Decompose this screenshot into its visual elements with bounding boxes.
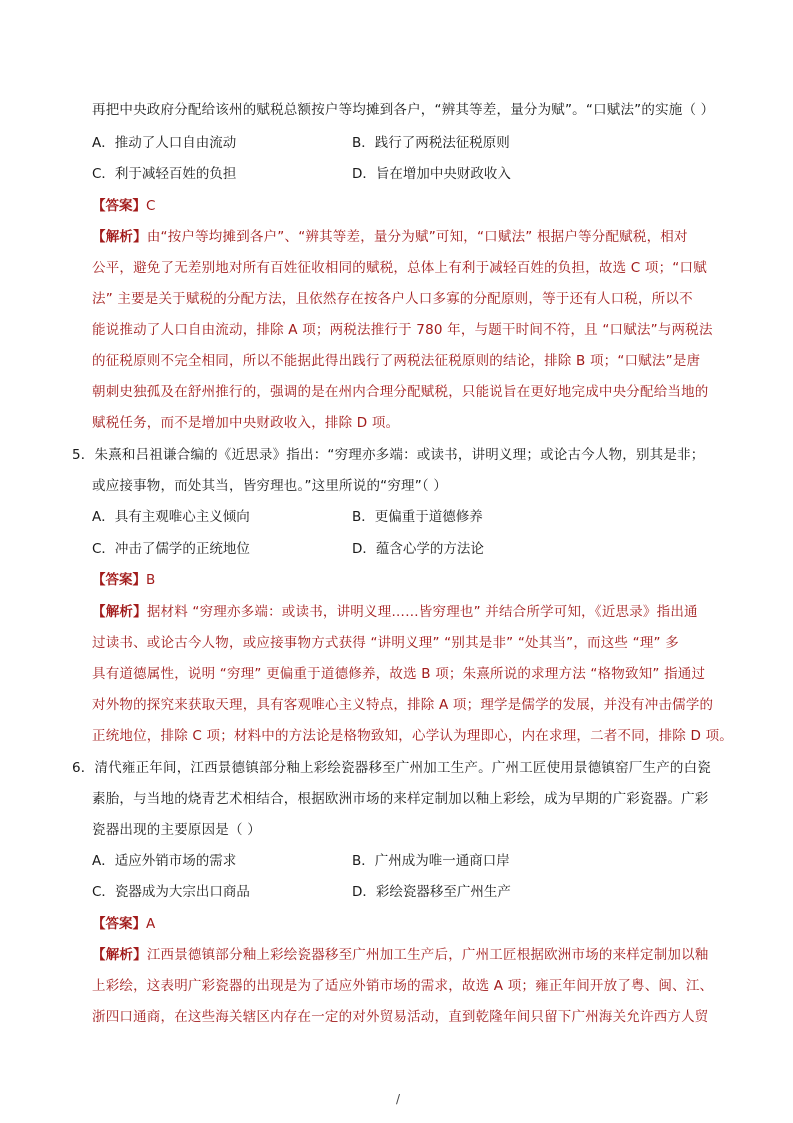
q5-answer bbox=[92, 571, 155, 589]
q5-analysis-line bbox=[92, 603, 698, 621]
answer-letter: B bbox=[146, 572, 156, 588]
q4-analysis-line bbox=[92, 228, 688, 246]
q4-stem: 再把中央政府分配给该州的赋税总额按户等均摊到各户，“辨其等差，量分为赋”。“口赋法”的实施（ ） bbox=[92, 102, 715, 118]
q4-analysis-line: 公平，避免了无差别地对所有百姓征收相同的赋税，总体上有利于减轻百姓的负担，故选 C 项；“口赋 bbox=[92, 260, 707, 276]
analysis-tag: 【解析】 bbox=[92, 947, 147, 963]
q4-option-b: B．践行了两税法征税原则 bbox=[352, 135, 510, 151]
q4-option-a: A．推动了人口自由流动 bbox=[92, 135, 237, 151]
q5-option-a: A．具有主观唯心主义倾向 bbox=[92, 509, 250, 525]
analysis-text: 由“按户等均摊到各户”、“辨其等差，量分为赋”可知，“口赋法” 根据户等分配赋税，相对 bbox=[146, 229, 688, 245]
page-footer-mark: / bbox=[396, 1092, 401, 1106]
q5-analysis-line: 过读书、或论古今人物，或应接事物方式获得 “讲明义理” “别其是非” “处其当”，而这些 “理” 多 bbox=[92, 635, 679, 651]
q4-analysis-line: 朝刺史独孤及在舒州推行的，强调的是在州内合理分配赋税，只能说旨在更好地完成中央分配给当地的 bbox=[92, 384, 709, 400]
q4-answer bbox=[92, 197, 155, 215]
analysis-text: 据材料 “穷理亦多端：或读书，讲明义理……皆穷理也” 并结合所学可知，《近思录》指出通 bbox=[146, 604, 698, 620]
q6-option-b: B．广州成为唯一通商口岸 bbox=[352, 853, 510, 869]
q6-option-d: D．彩绘瓷器移至广州生产 bbox=[352, 884, 511, 900]
q5-option-d: D．蕴含心学的方法论 bbox=[352, 541, 484, 557]
q6-analysis-line: 上彩绘，这表明广彩瓷器的出现是为了适应外销市场的需求，故选 A 项；雍正年间开放了粤、闽、江、 bbox=[92, 978, 714, 994]
q5-stem-line: 5．朱熹和吕祖谦合编的《近思录》指出：“穷理亦多端：或读书，讲明义理；或论古今人物，别其是非； bbox=[72, 447, 705, 463]
q6-stem-line: 瓷器出现的主要原因是（ ） bbox=[92, 822, 261, 838]
q4-analysis-line: 赋税任务，而不是增加中央财政收入，排除 D 项。 bbox=[92, 415, 400, 431]
q4-analysis-line: 法” 主要是关于赋税的分配方法，且依然存在按各户人口多寡的分配原则，等于还有人口税，所以不 bbox=[92, 291, 693, 307]
q5-analysis-line: 具有道德属性，说明 “穷理” 更偏重于道德修养，故选 B 项；朱熹所说的求理方法 “格物致知” 指通过 bbox=[92, 666, 706, 682]
q5-option-c: C．冲击了儒学的正统地位 bbox=[92, 541, 250, 557]
q6-option-a: A．适应外销市场的需求 bbox=[92, 853, 237, 869]
answer-tag: 【答案】 bbox=[92, 198, 146, 214]
q4-option-c: C．利于减轻百姓的负担 bbox=[92, 166, 237, 182]
q5-stem-line: 或应接事物，而处其当，皆穷理也。”这里所说的“穷理”（ ） bbox=[92, 478, 448, 494]
analysis-tag: 【解析】 bbox=[92, 604, 147, 620]
analysis-tag: 【解析】 bbox=[92, 229, 147, 245]
q4-option-d: D．旨在增加中央财政收入 bbox=[352, 166, 511, 182]
q6-answer bbox=[92, 915, 155, 933]
q5-analysis-line: 正统地位，排除 C 项；材料中的方法论是格物致知，心学认为理即心，内在求理，二者不同，排除 D 项。 bbox=[92, 728, 733, 744]
q6-analysis-line: 浙四口通商，在这些海关辖区内存在一定的对外贸易活动，直到乾隆年间只留下广州海关允许西方人贸 bbox=[92, 1009, 709, 1025]
answer-letter: C bbox=[146, 198, 156, 214]
q6-stem-line: 6．清代雍正年间，江西景德镇部分釉上彩绘瓷器移至广州加工生产。广州工匠使用景德镇窑厂生产的白瓷 bbox=[72, 760, 711, 776]
q6-option-c: C．瓷器成为大宗出口商品 bbox=[92, 884, 250, 900]
q4-analysis-line: 能说推动了人口自由流动，排除 A 项；两税法推行于 780 年，与题干时间不符，且 “口赋法”与两税法 bbox=[92, 322, 713, 338]
q6-stem-line: 素胎，与当地的烧青艺术相结合，根据欧洲市场的来样定制加以釉上彩绘，成为早期的广彩瓷器。广彩 bbox=[92, 791, 709, 807]
answer-tag: 【答案】 bbox=[92, 916, 146, 932]
analysis-text: 江西景德镇部分釉上彩绘瓷器移至广州加工生产后，广州工匠根据欧洲市场的来样定制加以釉 bbox=[146, 947, 709, 963]
answer-tag: 【答案】 bbox=[92, 572, 146, 588]
answer-letter: A bbox=[146, 916, 156, 932]
q6-analysis-line bbox=[92, 946, 709, 964]
q4-analysis-line: 的征税原则不完全相同，所以不能据此得出践行了两税法征税原则的结论，排除 B 项；“口赋法”是唐 bbox=[92, 353, 701, 369]
q5-option-b: B．更偏重于道德修养 bbox=[352, 509, 483, 525]
q5-analysis-line: 对外物的探究来获取天理，具有客观唯心主义特点，排除 A 项；理学是儒学的发展，并没有冲击儒学的 bbox=[92, 697, 714, 713]
